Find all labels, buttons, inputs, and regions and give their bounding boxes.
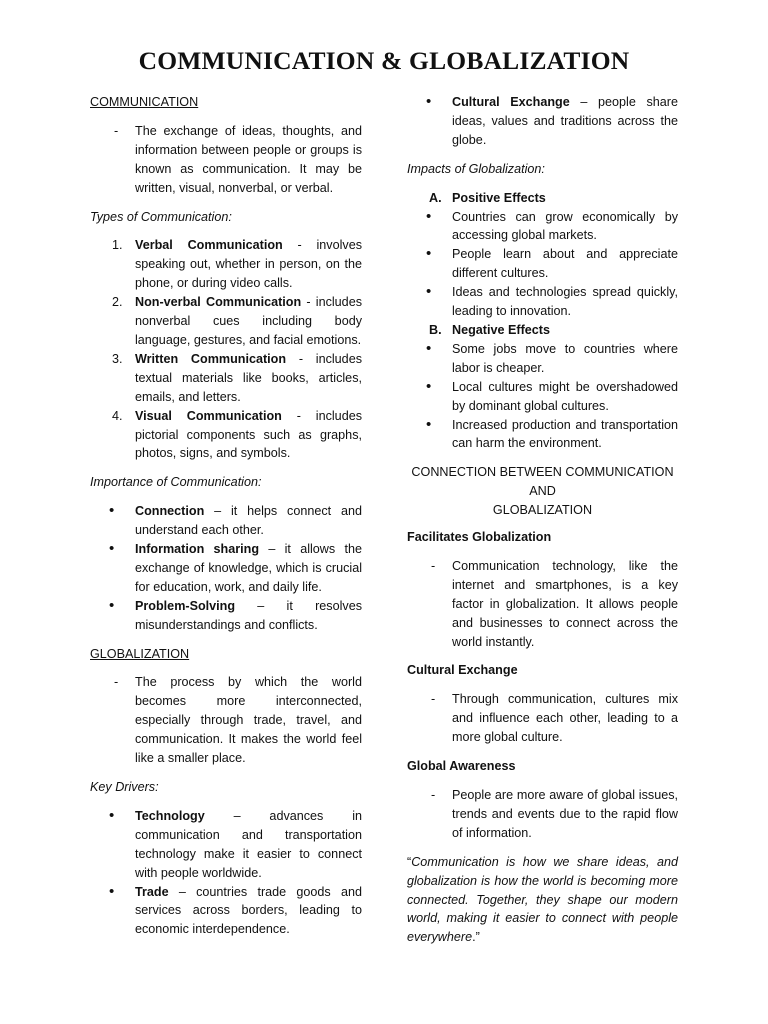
globalization-definition: - The process by which the world becomes more interconnected, especially through trade, travel, and communication. It makes the world feel like a smaller place. [114,675,362,766]
communication-definition: - The exchange of ideas, thoughts, and information between people or groups is known as communication. It may be written, visual, nonverbal, or verbal. [114,123,362,195]
types-heading: Types of Communication: [90,209,232,224]
bullet-marker: • [109,882,115,900]
dash-marker: - [431,788,436,802]
positive-effect-item: • People learn about and appreciate different cultures. [426,245,678,281]
bullet-marker: • [109,502,115,520]
bullet-marker: • [426,207,432,225]
page-title: COMMUNICATION & GLOBALIZATION [138,46,630,75]
cultural-exchange-heading: Cultural Exchange [407,663,518,678]
negative-effect-item: • Some jobs move to countries where labor is cheaper. [426,339,678,375]
bullet-marker: • [426,339,432,357]
impacts-heading: Impacts of Globalization: [407,161,545,176]
bullet-marker: • [109,806,115,824]
right-column [407,93,678,947]
positive-effect-item: • Countries can grow economically by accessing global markets. [426,207,678,243]
importance-heading: Importance of Communication: [90,475,262,490]
facilitates-heading: Facilitates Globalization [407,530,552,545]
bullet-marker: • [426,283,432,301]
dash-marker: - [431,558,436,573]
closing-quote: “Communication is how we share ideas, and globalization is how the world is becoming more connected. Together, they shape our modern world, making it easier to connect with people everywhere.” [407,854,678,945]
bullet-marker: • [426,415,432,433]
type-item: 2. Non-verbal Communication - includes nonverbal cues including body language, gestures, and facial emotions. [112,295,362,347]
drivers-heading: Key Drivers: [90,780,159,794]
bullet-marker: • [426,93,432,110]
bullet-marker: • [109,596,115,614]
dash-marker: - [114,123,119,138]
driver-item: • Cultural Exchange – people share ideas, values and traditions across the globe. [426,93,679,147]
global-awareness-text: - People are more aware of global issues, trends and events due to the rapid flow of information. [431,788,678,840]
type-item: 3. Written Communication - includes textual materials like books, articles, emails, and letters. [112,351,362,404]
positive-effects-heading: A. Positive Effects [429,190,546,205]
bullet-marker: • [426,245,432,263]
bullet-marker: • [109,540,115,558]
importance-item: • Problem-Solving – it resolves misunderstandings and conflicts. [109,596,362,632]
importance-item: • Information sharing – it allows the exchange of knowledge, which is crucial for education, work, and daily life. [109,540,362,594]
negative-effect-item: • Local cultures might be overshadowed by dominant global cultures. [426,377,678,413]
communication-heading: COMMUNICATION [90,95,199,109]
facilitates-text: - Communication technology, like the internet and smartphones, is a key factor in globalization. It allows people and businesses to connect across the world instantly. [431,558,678,649]
type-item: 1. Verbal Communication - involves speaking out, whether in person, on the phone, or during video calls. [112,238,362,291]
global-awareness-heading: Global Awareness [407,759,516,774]
driver-item: • Technology – advances in communication and transportation technology make it easier to connect with people worldwide. [109,806,362,880]
negative-effect-item: • Increased production and transportation can harm the environment. [426,415,678,451]
bullet-marker: • [426,377,432,395]
negative-effects-heading: B. Negative Effects [429,322,550,337]
connection-heading: CONNECTION BETWEEN COMMUNICATION AND GLOBALIZATION [411,465,674,518]
driver-item: • Trade – countries trade goods and services across borders, leading to economic interdependence. [109,882,362,937]
left-column [90,93,362,939]
dash-marker: - [431,692,436,707]
positive-effect-item: • Ideas and technologies spread quickly, leading to innovation. [426,283,678,319]
importance-item: • Connection – it helps connect and understand each other. [109,502,362,538]
type-item: 4. Visual Communication - includes pictorial components such as graphs, photos, signs, and symbols. [112,408,362,461]
globalization-heading: GLOBALIZATION [90,646,190,661]
cultural-exchange-text: - Through communication, cultures mix and influence each other, leading to a more global culture. [431,692,678,745]
dash-marker: - [114,675,119,690]
